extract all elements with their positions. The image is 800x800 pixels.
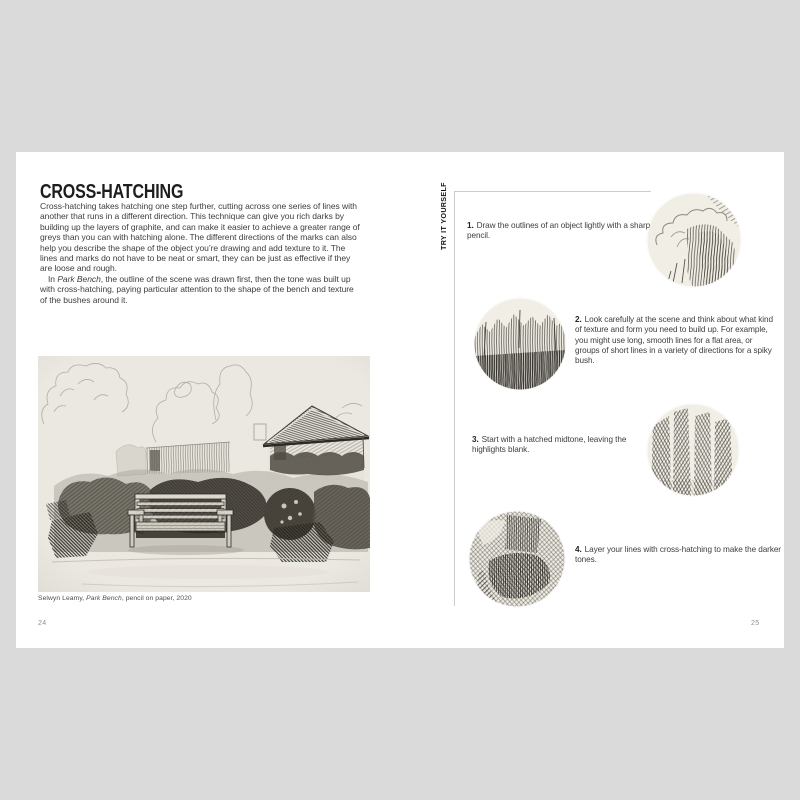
step-3-text: 3. Start with a hatched midtone, leaving the highlights blank. (472, 435, 627, 455)
step-3-number: 3. (472, 435, 479, 444)
paragraph-2: In Park Bench, the outline of the scene was drawn first, then the tone was built up with cross-hatching, paying particular attention to the shape of the bench and texture of the bushes around it. (40, 273, 354, 305)
body-text (40, 201, 360, 305)
step-1-number: 1. (467, 221, 474, 230)
park-bench-drawing (38, 356, 370, 592)
page-number-left: 24 (38, 620, 47, 627)
page-title: CROSS-HATCHING (40, 181, 184, 204)
step-1-text: 1. Draw the outlines of an object lightly with a sharp pencil. (467, 221, 651, 241)
tryit-box-left-rule (454, 191, 455, 606)
paragraph-1: Cross-hatching takes hatching one step further, cutting across one series of lines with another that runs in a different direction. This technique can give you rich darks by building up the layers of graphite, and can make it easier to achieve a greater range of greys than you can with hatching alone. The different directions of the marks can also help you describe the shape of the object you’re drawing and add texture to it. The lines and marks do not have to be neat or smart, they can be just as effective if they are loose and rough. (40, 201, 360, 274)
step-4-number: 4. (575, 545, 582, 554)
step-2-text: 2. Look carefully at the scene and think about what kind of texture and form you need to build up. For example, you might use long, smooth lines for a flat area, or groups of short lines in a variety of directions for a spiky bush. (575, 315, 773, 366)
page-number-right: 25 (751, 620, 760, 627)
book-spread (16, 152, 784, 648)
artwork-title-inline: Park Bench (57, 273, 101, 284)
artwork-title-caption: Park Bench (86, 595, 122, 602)
step-1-image (647, 193, 741, 287)
tryit-sidebar-label: TRY IT YOURSELF (439, 182, 448, 250)
long-lines-detail (474, 298, 566, 390)
step-4-image (469, 511, 565, 607)
cross-hatching-detail (469, 511, 565, 607)
step-2-number: 2. (575, 315, 582, 324)
artwork-caption: Selwyn Leamy, Park Bench, pencil on paper, 2020 (38, 595, 192, 602)
step-4-text: 4. Layer your lines with cross-hatching to make the darker tones. (575, 545, 781, 565)
step-2-image (474, 298, 566, 390)
tryit-box-top-rule (454, 191, 651, 192)
hatched-midtone-detail (647, 404, 739, 496)
step-3-image (647, 404, 739, 496)
park-bench-drawing-svg (38, 356, 370, 592)
outline-sketch-detail (647, 193, 741, 287)
